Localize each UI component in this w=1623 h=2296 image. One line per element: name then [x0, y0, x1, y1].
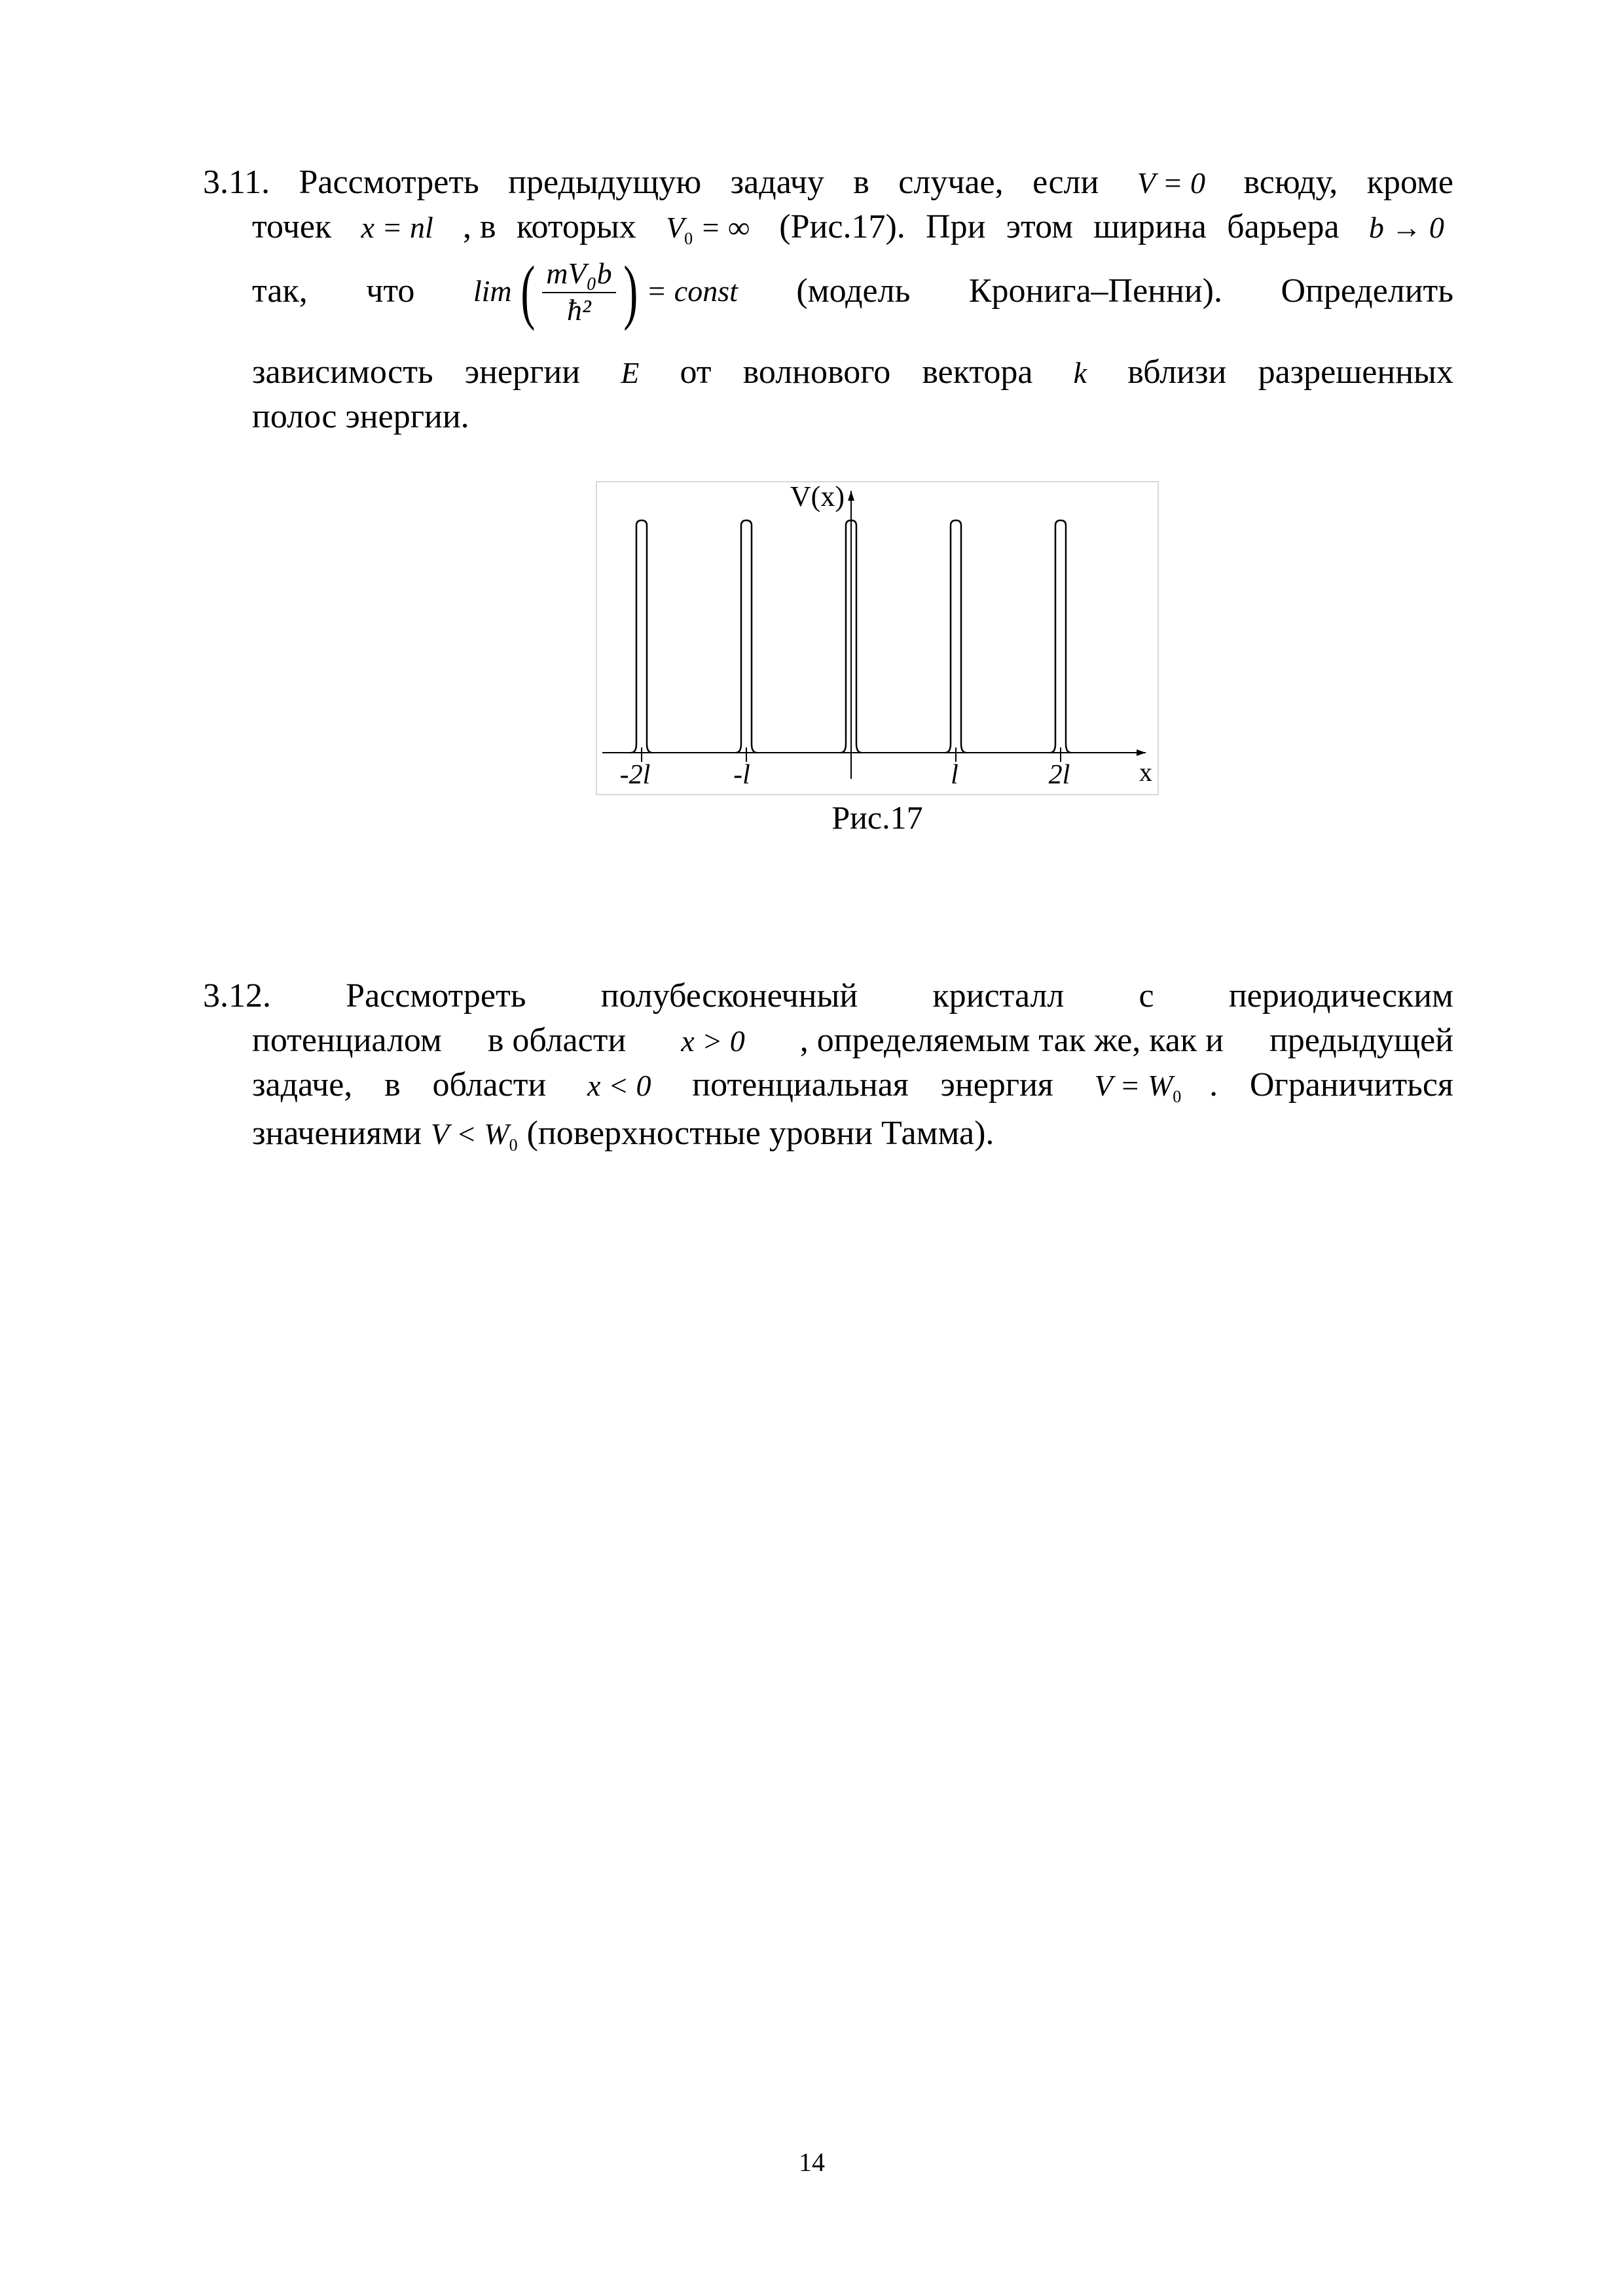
math-v0-infinity: $V_0$ = ∞: [666, 211, 750, 249]
x-tick-label: 2l: [1048, 760, 1070, 790]
math-b-to-zero: b → 0: [1368, 211, 1444, 244]
math-v-w0: $V = W_0$: [1094, 1069, 1182, 1107]
math-v-less-w0: $V < W_0$: [430, 1117, 518, 1155]
figure-caption: Рис.17: [831, 799, 923, 836]
potential-diagram: [596, 481, 1159, 795]
y-axis-label: V(x): [790, 481, 845, 512]
problem-number: 3.11.: [203, 164, 270, 201]
page-number: 14: [799, 2147, 825, 2177]
problem-number: 3.12.: [203, 977, 271, 1014]
figure-frame: [596, 482, 1158, 795]
x-tick-label: -2l: [619, 760, 651, 790]
x-axis-label: x: [1139, 757, 1152, 787]
x-tick-label: -l: [733, 760, 750, 790]
x-tick-label: l: [951, 760, 958, 790]
math-v-zero: V = 0: [1137, 166, 1206, 200]
kronig-penney-limit: lim ( $\frac{\text{mV₀b}}{\text{ħ²}}$ ) = const: [473, 251, 738, 331]
math-x-nl: x = nl: [361, 211, 433, 244]
